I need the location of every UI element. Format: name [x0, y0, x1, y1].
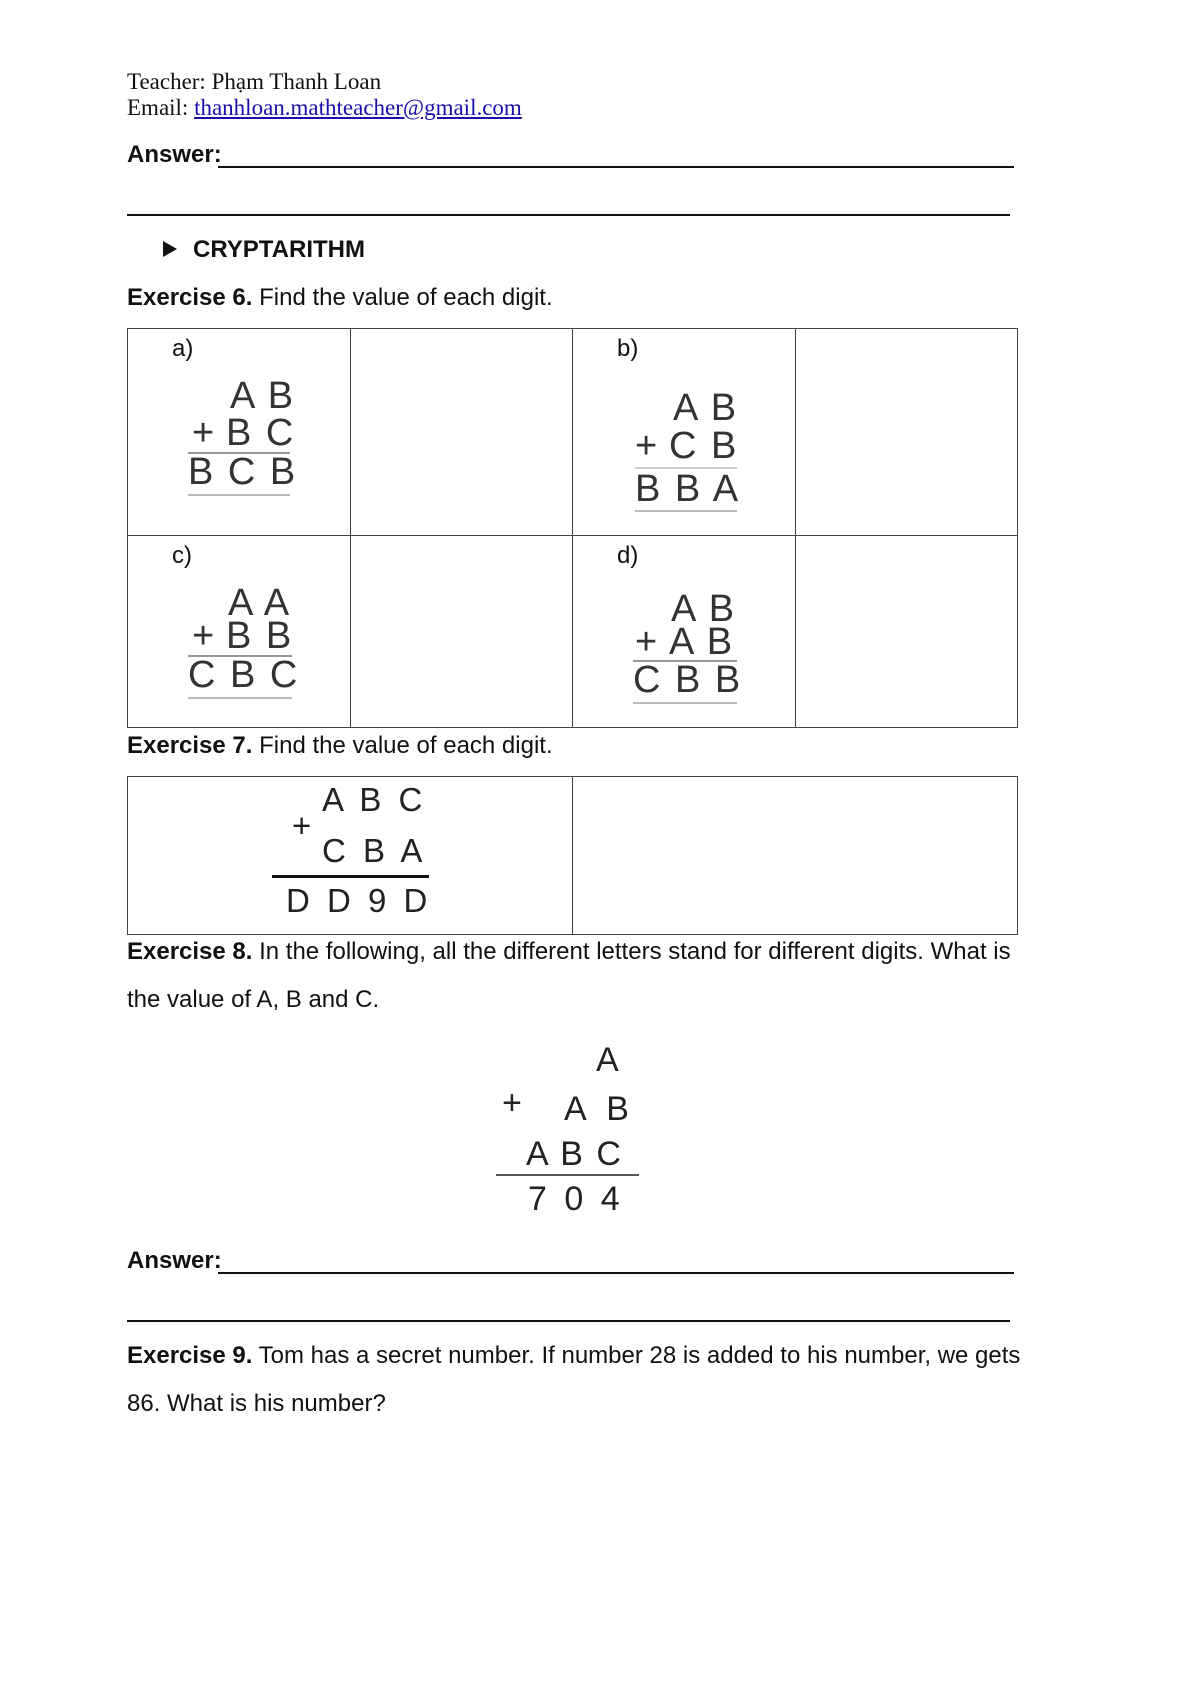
exercise-6-label: Exercise 6.: [127, 284, 253, 311]
puzzle-b-plus-icon: +: [635, 425, 660, 467]
puzzle-8-row-1: A: [596, 1041, 621, 1079]
exercise-6-cell-b: [573, 329, 796, 536]
puzzle-a-plus-icon: +: [192, 412, 217, 454]
answer-label: Answer:: [127, 141, 222, 168]
cell-label-c: c): [172, 542, 192, 569]
exercise-7-cell: [128, 777, 573, 935]
exercise-6-answer-d[interactable]: [795, 536, 1018, 728]
cell-label-d: d): [617, 542, 639, 569]
puzzle-d-row-2: A B: [669, 621, 735, 663]
puzzle-b-row-2: C B: [669, 425, 739, 467]
puzzle-8-result: 7 0 4: [528, 1180, 624, 1218]
puzzle-7-plus-icon: +: [292, 807, 314, 844]
exercise-7-label: Exercise 7.: [127, 732, 253, 759]
exercise-6-cell-a: [128, 329, 351, 536]
cell-label-a: a): [172, 335, 194, 362]
exercise-6-prompt: [127, 284, 553, 312]
puzzle-8-row-2: A B: [564, 1090, 635, 1128]
puzzle-8-plus-icon: +: [502, 1084, 524, 1122]
puzzle-a-row-1: A B: [230, 375, 296, 417]
section-title: CRYPTARITHM: [193, 236, 365, 263]
exercise-6-text: Find the value of each digit.: [252, 284, 553, 311]
answer-label: Answer:: [127, 1247, 222, 1274]
exercise-8-prompt-line-2: the value of A, B and C.: [127, 986, 380, 1013]
cell-label-b: b): [617, 335, 639, 362]
puzzle-c-row-2: B B: [226, 615, 294, 657]
answer-line[interactable]: [127, 1320, 1010, 1322]
puzzle-d-result: C B B: [633, 659, 743, 701]
exercise-6-table: [127, 328, 1018, 728]
puzzle-a-underline: [188, 494, 290, 496]
puzzle-d: [631, 588, 741, 708]
puzzle-8-row-3: A B C: [526, 1135, 623, 1173]
puzzle-7: [268, 777, 448, 927]
answer-line[interactable]: [218, 166, 1014, 168]
exercise-7-answer[interactable]: [573, 777, 1018, 935]
puzzle-7-row-1: A B C: [322, 781, 427, 818]
exercise-7-table: [127, 776, 1018, 935]
exercise-6-answer-c[interactable]: [350, 536, 573, 728]
puzzle-b-underline: [635, 510, 737, 512]
teacher-name: Teacher: Phạm Thanh Loan: [127, 69, 382, 94]
exercise-6-answer-b[interactable]: [795, 329, 1018, 536]
section-heading: [163, 236, 365, 264]
puzzle-c: [186, 582, 300, 702]
email-link[interactable]: thanhloan.mathteacher@gmail.com: [194, 95, 522, 120]
exercise-6-answer-a[interactable]: [350, 329, 573, 536]
email-line: [127, 94, 522, 121]
puzzle-7-row-2: C B A: [322, 832, 427, 869]
exercise-9-label: Exercise 9.: [127, 1342, 253, 1369]
puzzle-a-result: B C B: [188, 451, 298, 493]
exercise-6-cell-c: [128, 536, 351, 728]
puzzle-b-row-1: A B: [673, 387, 739, 429]
puzzle-c-underline: [188, 697, 292, 699]
puzzle-d-underline: [633, 702, 737, 704]
puzzle-b-result: B B A: [635, 468, 741, 510]
exercise-6-cell-d: [573, 536, 796, 728]
arrow-bullet-icon: [163, 241, 177, 257]
puzzle-7-result: D D 9 D: [286, 882, 432, 919]
puzzle-a: [186, 375, 296, 495]
exercise-8-text: In the following, all the different letters stand for different digits. What is: [252, 938, 1011, 965]
puzzle-8: [496, 1038, 646, 1218]
puzzle-a-row-2: B C: [226, 412, 296, 454]
exercise-8-prompt-line-1: [127, 938, 1011, 966]
puzzle-b: [633, 387, 743, 517]
exercise-9-prompt-line-2: 86. What is his number?: [127, 1390, 386, 1417]
puzzle-c-plus-icon: +: [192, 615, 217, 657]
puzzle-c-row-1: A A: [228, 582, 292, 624]
exercise-8-label: Exercise 8.: [127, 938, 253, 965]
answer-line[interactable]: [218, 1272, 1014, 1274]
puzzle-d-plus-icon: +: [635, 621, 660, 663]
exercise-7-prompt: [127, 732, 553, 760]
exercise-7-text: Find the value of each digit.: [252, 732, 553, 759]
exercise-9-text: Tom has a secret number. If number 28 is added to his number, we gets: [252, 1342, 1021, 1369]
email-label: Email:: [127, 95, 195, 120]
puzzle-7-sum-bar: [272, 875, 429, 878]
exercise-9-prompt-line-1: [127, 1342, 1020, 1370]
puzzle-d-row-1: A B: [671, 588, 737, 630]
puzzle-c-result: C B C: [188, 654, 300, 696]
puzzle-8-sum-bar: [496, 1174, 639, 1176]
answer-line[interactable]: [127, 214, 1010, 216]
